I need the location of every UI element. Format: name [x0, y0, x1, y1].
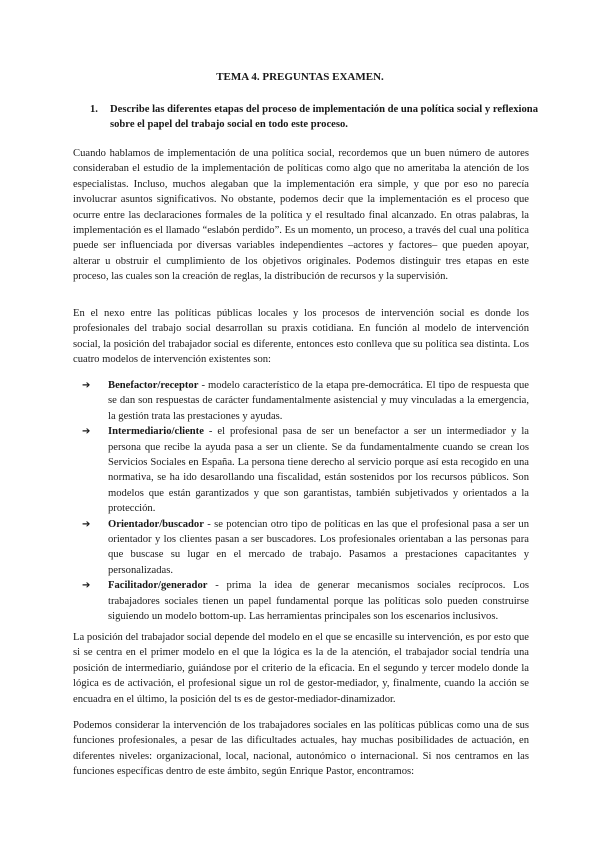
- paragraph-models-intro: En el nexo entre las políticas públicas locales y los procesos de intervención social es donde los profesionales del trabajo social desarrollan su praxis cotidiana. En función al modelo de intervención social, la posición del trabajador social es diferente, entonces esto conlleva que su política sea distinta. Los cuatro modelos de intervención existentes son:: [73, 308, 529, 366]
- list-item: [82, 424, 529, 516]
- paragraph-social-worker-position: La posición del trabajador social depende del modelo en el que se encasille su intervención, es por esto que si se centra en el primer modelo en el que la lógica es la de la atención, el trabajador social tendría una posición de intermediario, guiándose por el criterio de la eficacia. En el segundo y tercer modelo donde la lógica es de activación, el profesional sigue un rol de gestor-mediador, y, finalmente, cuando la acción se encuadra en el último, la posición del ts es de gestor-mediador-dinamizador.: [73, 632, 529, 705]
- paragraph-implementation: Cuando hablamos de implementación de una política social, recordemos que un buen número de autores consideraban el estudio de la implementación de políticas como algo que no ameritaba la atención de los especialistas. Incluso, muchos alegaban que la implementación era simple, y que por eso no parecía involucrar asuntos significativos. No obstante, podemos decir que la implementación es el proceso que ocurre entre las declaraciones formales de la política y el resultado final alcanzado. En otras palabras, la implementación es el llamado “eslabón perdido”. Es un momento, un proceso, a través del cual una política puede ser influenciada por diversas variables independientes –actores y factores– que pueden apoyar, alterar u obstruir el cumplimiento de los objetivos originales. Podemos distinguir tres etapas en este proceso, las cuales son la creación de reglas, la distribución de recursos y la supervisión.: [73, 148, 529, 283]
- list-item: [82, 578, 529, 624]
- arrow-bullet-icon: ➔: [82, 580, 91, 592]
- list-item: [82, 517, 529, 579]
- intervention-models-list: [82, 378, 529, 625]
- model-term: Orientador/buscador: [108, 518, 204, 530]
- model-description: - prima la idea de generar mecanismos sociales recíprocos. Los trabajadores sociales tienen un papel fundamental porque las políticas solo pueden construirse siguiendo un modelo bottom-up. Las herramientas principales son los escenarios inclusivos.: [108, 580, 529, 623]
- document-title: TEMA 4. PREGUNTAS EXAMEN.: [216, 71, 384, 83]
- model-term: Benefactor/receptor: [108, 380, 199, 391]
- question-number: 1.: [90, 104, 98, 115]
- model-term: Intermediario/cliente: [108, 426, 204, 438]
- model-term: Facilitador/generador: [108, 580, 208, 592]
- arrow-bullet-icon: ➔: [82, 380, 91, 391]
- model-description: - modelo característico de la etapa pre-democrática. El tipo de respuesta que se dan son respuestas de carácter fundamentalmente asistencial y muy vinculadas a la emergencia, la gestión trata las prestaciones y ayudas.: [108, 380, 529, 422]
- question-text: Describe las diferentes etapas del proceso de implementación de una política social y reflexiona sobre el papel del trabajo social en todo este proceso.: [110, 104, 538, 131]
- exam-question: [90, 102, 538, 133]
- paragraph-functions: Podemos considerar la intervención de los trabajadores sociales en las políticas públicas como una de sus funciones profesionales, a pesar de las dificultades actuales, hay muchas posibilidades de actuación, en diferentes niveles: organizacional, local, nacional, autonómico o internacional. Si nos centramos en las funciones específicas dentro de este ámbito, según Enrique Pastor, encontramos:: [73, 720, 529, 778]
- arrow-bullet-icon: ➔: [82, 426, 91, 438]
- model-description: - se potencian otro tipo de políticas en las que el profesional pasa a ser un orientador y los clientes pasan a ser buscadores. Los profesionales orientaban a las personas para que buscase su lugar en el mercado de trabajo. Pasamos a prestaciones capacitantes y personalizadas.: [108, 518, 529, 576]
- arrow-bullet-icon: ➔: [82, 518, 91, 530]
- list-item: [82, 378, 529, 424]
- model-description: - el profesional pasa de ser un benefactor a ser un intermediador y la persona que recibe la ayuda pasa a ser un cliente. Se da fundamentalmente cuando se crean los Servicios Sociales en España. La persona tiene derecho al servicio porque así esta recogido en una normativa, se ha ido desarollando una fiscalidad, están sostenidos por los recursos públicos. Son modelos que están garantizados y que son garantistas, también subjetivados y orientados a la protección.: [108, 426, 529, 515]
